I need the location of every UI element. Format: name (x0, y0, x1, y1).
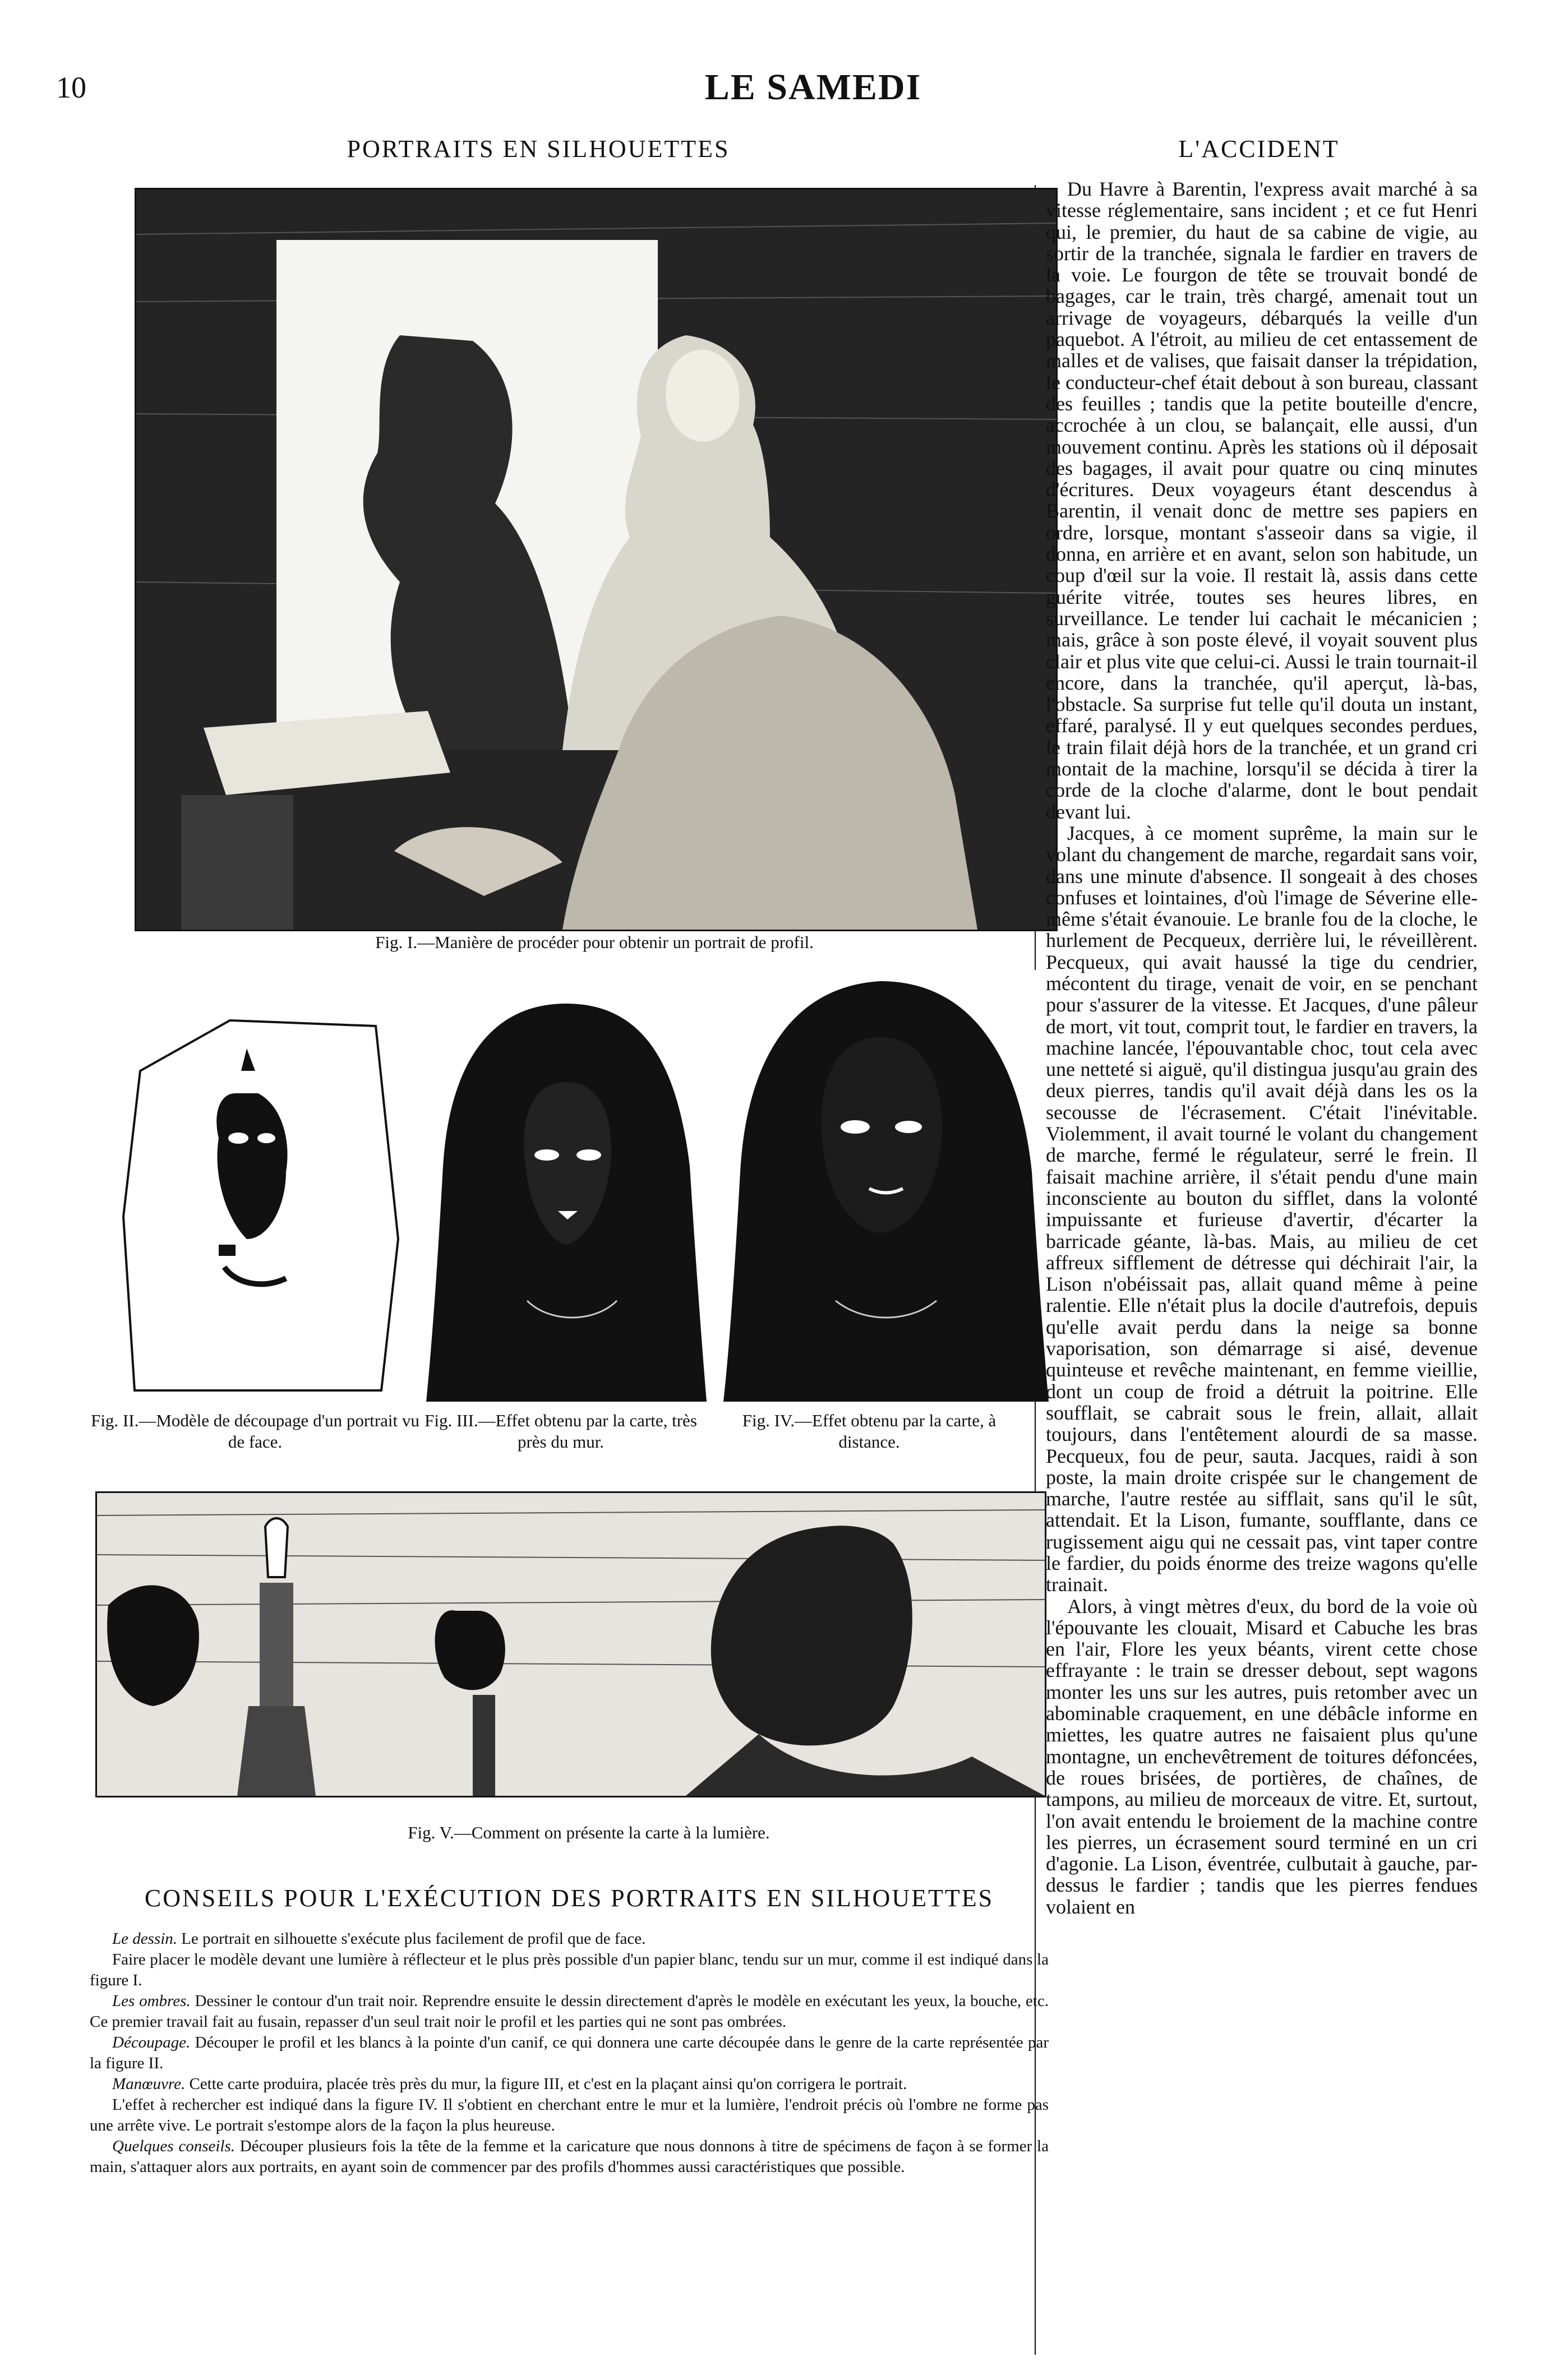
advice-lead: Quelques conseils. (112, 2137, 235, 2155)
figure-4-illustration (712, 970, 1060, 1402)
article-paragraph: Jacques, à ce moment suprême, la main sur le volant du changement de marche, regardait sans voir, dans une minute d'absence. Il songeait à des choses confuses et lointaines, d'où l'image de Séverine elle-même s'était évanouie. Le branle fou de la cloche, le hurlement de Pecqueux, derrière lui, le réveillèrent. Pecqueux, qui avait haussé la tige du cendrier, mécontent du tirage, venait de voir, en se penchant pour s'assurer de la vitesse. Et Jacques, d'une pâleur de mort, vit tout, comprit tout, le fardier en travers, la machine lancée, l'épouvantable choc, tout cela avec une netteté si aiguë, qu'il distingua jusqu'au grain des deux pierres, tandis qu'il avait déjà dans les os la secousse de l'écrasement. C'était l'inévitable. Violemment, il avait tourné le volant du changement de marche, fermé le régulateur, serré le frein. Il faisait machine arrière, il s'était pendu d'une main inconsciente au bouton du sifflet, dans la volonté impuissante et furieuse d'avertir, d'écarter la barricade géante, là-bas. Mais, au milieu de cet affreux sifflement de détresse qui déchirait l'air, la Lison n'obéissait pas, allait quand même à peine ralentie. Elle n'était plus la docile d'autrefois, depuis qu'elle avait perdu dans la neige sa bonne vaporisation, son démarrage si aisé, devenue quinteuse et revêche maintenant, en femme vieillie, dont un coup de froid a détruit la poitrine. Elle soufflait, se cabrait sous le frein, allait, allait toujours, dans l'entêtement alourdi de sa masse. Pecqueux, fou de peur, sauta. Jacques, raidi à son poste, la main droite crispée sur le changement de marche, l'autre restée au sifflait, sans qu'il le sût, attendait. Et la Lison, fumante, soufflante, dans ce rugissement aigu qui ne cessait pas, vint taper contre le fardier, du poids énorme des treize wagons qu'elle trainait. (1046, 821, 1478, 1596)
advice-text: Cette carte produira, placée très près du mur, la figure III, et c'est en la plaçant ainsi qu'on corrigera le portrait. (185, 2075, 907, 2093)
figure-3-illustration (415, 987, 718, 1402)
advice-paragraph (90, 2095, 1049, 2136)
article-paragraph: Alors, à vingt mètres d'eux, du bord de la voie où l'épouvante les clouait, Misard et Cabuche les bras en l'air, Flore les yeux béants, virent cette chose effrayante : le train se dresser debout, sept wagons monter les uns sur les autres, puis retomber avec un abominable craquement, en une débâcle informe en miettes, les quatre autres ne faisaient plus qu'une montagne, un enchevêtrement de toitures défoncées, de roues brisées, de portières, de chaînes, de tampons, au milieu de morceaux de vitre. Et, surtout, l'on avait entendu le broiement de la machine contre les pierres, un écrasement sourd terminé en un cri d'agonie. La Lison, éventrée, culbutait à gauche, par-dessus le fardier ; tandis que les pierres fendues volaient en (1046, 1595, 1478, 1918)
figure-2-caption: Fig. II.—Modèle de découpage d'un portrait vu de face. (91, 1411, 419, 1452)
figure-1-engraving (135, 188, 1058, 931)
figure-1-caption: Fig. I.—Manière de procéder pour obtenir un portrait de profil. (375, 932, 814, 952)
figure-4-silhouette-far (712, 970, 1060, 1402)
advice-paragraph (90, 1949, 1049, 1991)
figure-3-caption: Fig. III.—Effet obtenu par la carte, très près du mur. (425, 1411, 697, 1452)
advice-text: L'effet à rechercher est indiqué dans la figure IV. Il s'obtient en cherchant entre le mur et la lumière, l'endroit précis où l'ombre ne forme pas une arrête vive. Le portrait s'estompe alors de la façon la plus heureuse. (90, 2096, 1049, 2134)
figure-1-illustration (136, 190, 1056, 930)
section-title-portraits: PORTRAITS EN SILHOUETTES (347, 135, 730, 163)
advice-lead: Découpage. (112, 2034, 191, 2051)
advice-text: Le portrait en silhouette s'exécute plus facilement de profil que de face. (177, 1930, 646, 1948)
page-number: 10 (56, 71, 86, 104)
figure-5-caption: Fig. V.—Comment on présente la carte à la lumière. (408, 1823, 770, 1842)
advice-paragraph (90, 1929, 1049, 1949)
article-paragraph: Du Havre à Barentin, l'express avait marché à sa vitesse réglementaire, sans incident ; et ce fut Henri qui, le premier, du haut de sa cabine de vigie, au sortir de la tranchée, signala le fardier en travers de la voie. Le fourgon de tête se trouvait bondé de bagages, car le train, très chargé, amenait tout un arrivage de voyageurs, débarqués la veille d'un paquebot. A l'étroit, au milieu de cet entassement de malles et de valises, que faisait danser la trépidation, le conducteur-chef était debout à son bureau, classant des feuilles ; tandis que la petite bouteille d'encre, accrochée à un clou, se balançait, elle aussi, d'un mouvement continu. Après les stations où il déposait des bagages, il avait pour quatre ou cinq minutes d'écritures. Deux voyageurs étant descendus à Barentin, il venait donc de mettre ses papiers en ordre, lorsque, montant s'asseoir dans sa vigie, il donna, en arrière et en avant, selon son habitude, un coup d'œil sur la voie. Il restait là, assis dans cette guérite vitrée, toutes ses heures libres, en surveillance. Le tender lui cachait le mécanicien ; mais, grâce à son poste élevé, il voyait souvent plus clair et plus vite que celui-ci. Aussi le train tournait-il encore, dans la tranchée, qu'il aperçut, là-bas, l'obstacle. Sa surprise fut telle qu'il douta un instant, effaré, paralysé. Il y eut quelques secondes perdues, le train filait déjà hors de la tranchée, et un grand cri montait de la machine, lorsqu'il se décida à tirer la corde de la cloche d'alarme, dont le bout pendait devant lui. (1046, 178, 1478, 823)
section-title-accident: L'ACCIDENT (1178, 135, 1340, 163)
advice-text: Dessiner le contour d'un trait noir. Reprendre ensuite le dessin directement d'après le modèle en exécutant les yeux, la bouche, etc. Ce premier travail fait au fusain, repasser d'un seul trait noir le profil et les parties qui ne sont pas ombrées. (90, 1992, 1049, 2031)
advice-text: Faire placer le modèle devant une lumière à réflecteur et le plus près possible d'un papier blanc, tendu sur un mur, comme il est indiqué dans la figure I. (90, 1951, 1049, 1989)
figure-2-illustration (118, 1004, 409, 1402)
advice-text: Découper le profil et les blancs à la pointe d'un canif, ce qui donnera une carte découpée dans le genre de la carte représentée par la figure II. (90, 2034, 1049, 2072)
journal-title: LE SAMEDI (704, 67, 922, 108)
figure-5-engraving (95, 1491, 1046, 1797)
figure-3-silhouette-near (415, 987, 718, 1402)
advice-paragraph (90, 2136, 1049, 2178)
article-body (1046, 178, 1478, 1917)
advice-paragraph (90, 2032, 1049, 2074)
advice-lead: Manœuvre. (112, 2075, 186, 2093)
figure-4-caption: Fig. IV.—Effet obtenu par la carte, à distance. (742, 1411, 997, 1452)
figure-2-cutout (118, 1004, 409, 1402)
advice-paragraph (90, 1991, 1049, 2032)
advice-text: Découper plusieurs fois la tête de la femme et la caricature que nous donnons à titre de spécimens de façon à se former la main, s'attaquer alors aux portraits, en ayant soin de commencer par des profils d'hommes aussi caractéristiques que possible. (90, 2137, 1049, 2176)
advice-lead: Le dessin. (112, 1930, 177, 1948)
advice-lead: Les ombres. (112, 1992, 191, 2010)
figure-5-illustration (97, 1493, 1045, 1796)
advice-body (90, 1929, 1049, 2178)
advice-title: CONSEILS POUR L'EXÉCUTION DES PORTRAITS EN SILHOUETTES (144, 1884, 994, 1912)
advice-paragraph (90, 2074, 1049, 2095)
